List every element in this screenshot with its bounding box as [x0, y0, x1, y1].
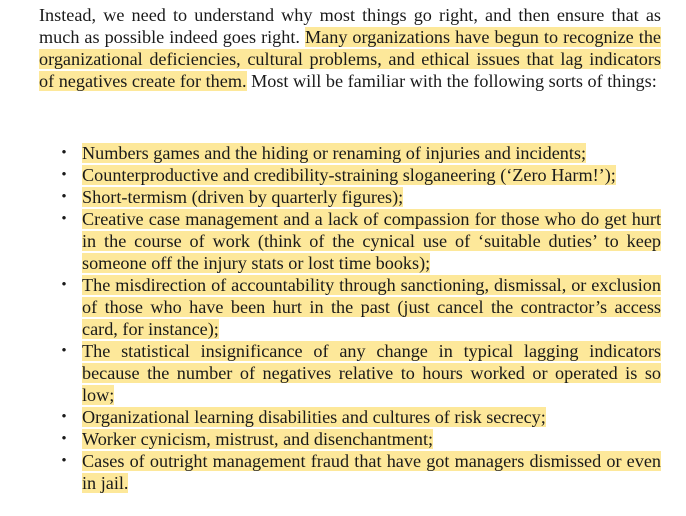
bullet-icon: • — [61, 343, 67, 359]
list-item-text[interactable]: The misdirection of accountability through sanctioning, dismissal, or exclusion of those who have been hurt in the past (just cancel the contractor’s access card, for instance); — [82, 275, 661, 339]
list-item-text[interactable]: Short-termism (driven by quarterly figures); — [82, 187, 404, 207]
list-item-text[interactable]: Counterproductive and credibility-straining sloganeering (‘Zero Harm!’); — [82, 165, 616, 185]
list-item-text[interactable]: Numbers games and the hiding or renaming of injuries and incidents; — [82, 143, 587, 163]
list-item — [39, 142, 661, 164]
bullet-icon: • — [61, 189, 67, 205]
intro-paragraph — [39, 0, 661, 92]
bullet-list — [39, 142, 661, 494]
list-item — [39, 274, 661, 340]
list-item-text[interactable]: Cases of outright management fraud that have got managers dismissed or even in jail. — [82, 451, 661, 493]
list-item — [39, 406, 661, 428]
list-item — [39, 208, 661, 274]
list-item — [39, 450, 661, 494]
list-item — [39, 428, 661, 450]
bullet-icon: • — [61, 145, 67, 161]
bullet-icon: • — [61, 167, 67, 183]
highlighted-passage[interactable]: Many organizations have begun to recognize the organizational deficiencies, cultural problems, and ethical issues that lag indicators of negatives create for them. — [39, 27, 661, 91]
list-item-text[interactable]: Organizational learning disabilities and cultures of risk secrecy; — [82, 407, 546, 427]
list-item — [39, 340, 661, 406]
list-item-text[interactable]: The statistical insignificance of any change in typical lagging indicators because the number of negatives relative to hours worked or operated is so low; — [82, 341, 661, 405]
bullet-icon: • — [61, 453, 67, 469]
document-page — [39, 0, 661, 493]
list-item — [39, 164, 661, 186]
bullet-icon: • — [61, 409, 67, 425]
list-item — [39, 186, 661, 208]
bullet-icon: • — [61, 211, 67, 227]
paragraph-plain-text: Instead, we need to understand why most things go right, and then ensure that as much as possible indeed goes right. — [39, 5, 661, 47]
list-item-text[interactable]: Creative case management and a lack of compassion for those who do get hurt in the course of work (think of the cynical use of ‘suitable duties’ to keep someone off the injury stats or lost time books); — [82, 209, 661, 273]
paragraph-tail-text: Most will be familiar with the following sorts of things: — [246, 71, 657, 91]
bullet-icon: • — [61, 431, 67, 447]
list-item-text[interactable]: Worker cynicism, mistrust, and disenchantment; — [82, 429, 434, 449]
bullet-icon: • — [61, 277, 67, 293]
